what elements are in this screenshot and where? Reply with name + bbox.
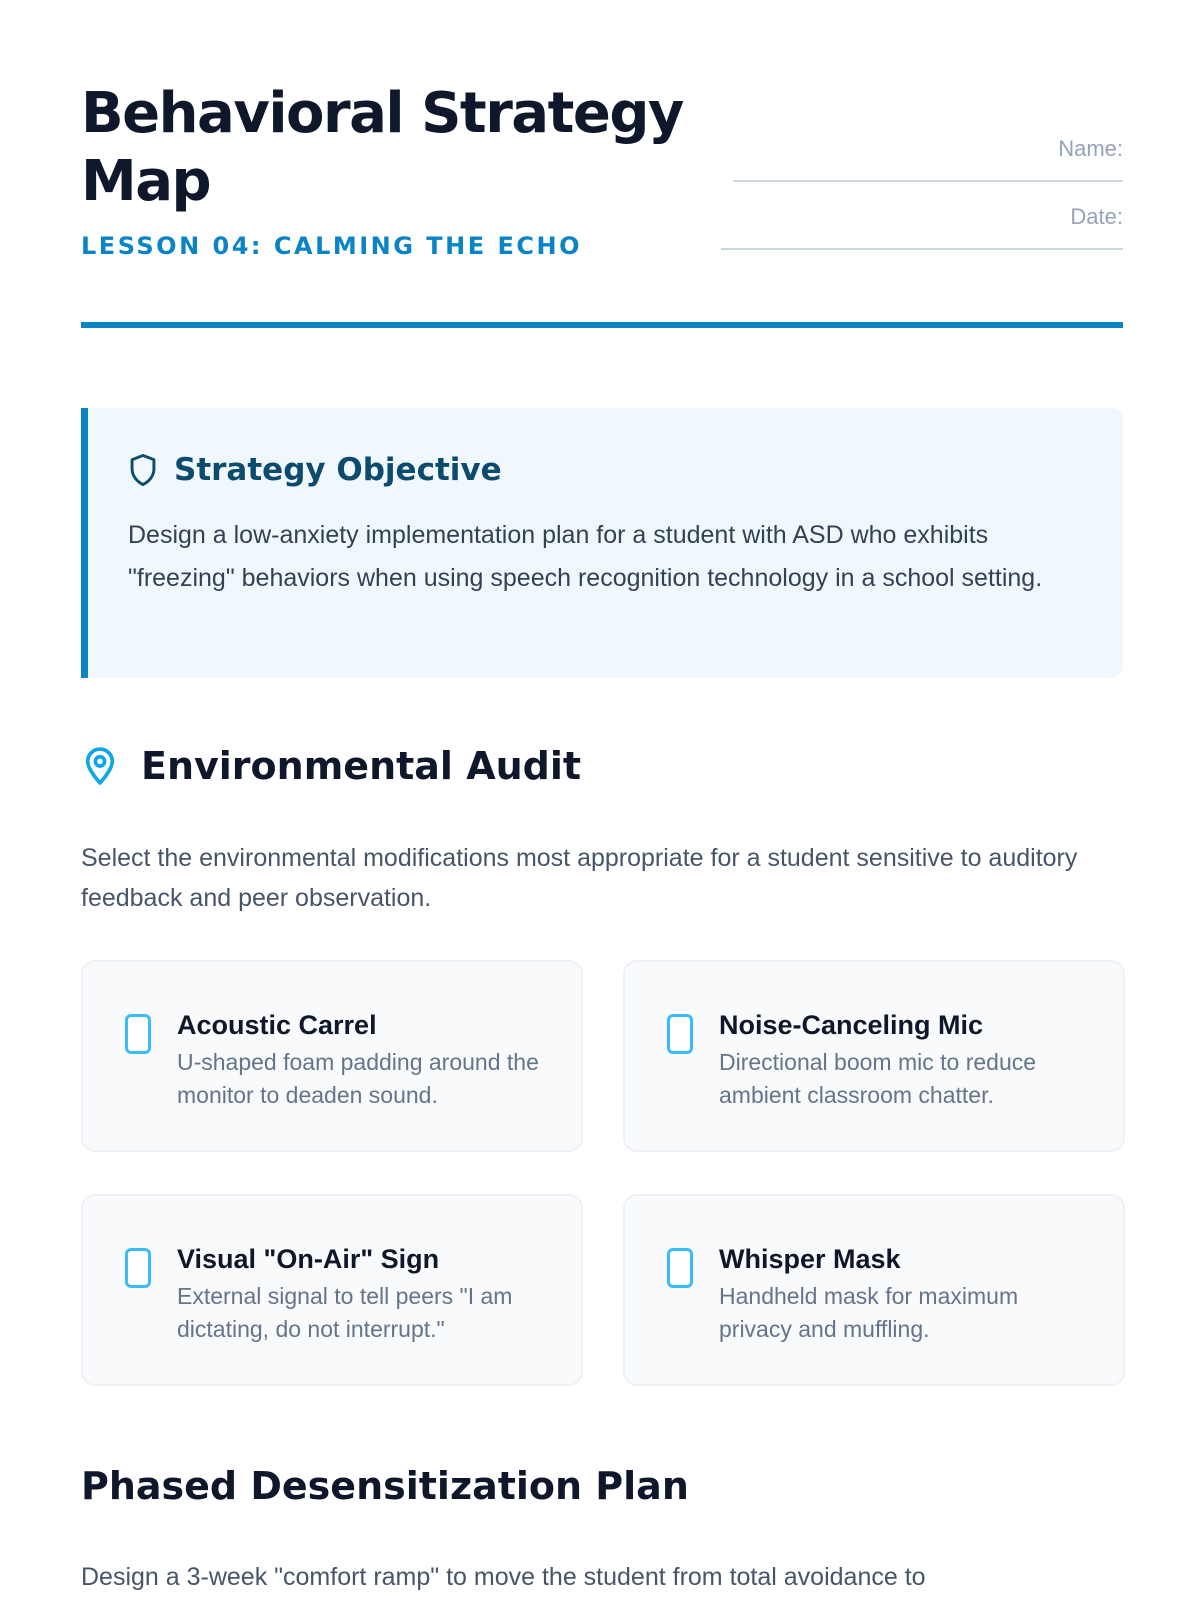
header-divider <box>81 322 1123 328</box>
desensitization-plan-heading <box>81 1464 689 1508</box>
environmental-audit-heading <box>81 744 581 788</box>
objective-title: Strategy Objective <box>174 452 502 488</box>
option-card-acoustic-carrel[interactable] <box>81 960 583 1152</box>
option-card-body <box>177 1242 551 1384</box>
option-card-noise-canceling-mic[interactable] <box>623 960 1125 1152</box>
option-card-on-air-sign[interactable] <box>81 1194 583 1386</box>
shield-icon <box>128 453 158 487</box>
option-checkbox[interactable] <box>125 1014 151 1054</box>
option-checkbox[interactable] <box>667 1014 693 1054</box>
option-description: External signal to tell peers "I am dictating, do not interrupt." <box>177 1283 513 1342</box>
option-description: Handheld mask for maximum privacy and muffling. <box>719 1283 1019 1342</box>
option-card-body <box>719 1008 1093 1150</box>
worksheet-page <box>81 0 1123 1591</box>
name-field[interactable] <box>733 136 1123 182</box>
option-checkbox[interactable] <box>667 1248 693 1288</box>
date-label: Date: <box>1070 204 1123 229</box>
objective-text: Design a low-anxiety implementation plan for a student with ASD who exhibits "freezing" behaviors when using speech recognition technology in a school setting. <box>128 521 1043 592</box>
option-card-body <box>719 1242 1093 1384</box>
option-title: Noise-Canceling Mic <box>719 1010 984 1040</box>
option-card-whisper-mask[interactable] <box>623 1194 1125 1386</box>
lesson-subtitle: LESSON 04: CALMING THE ECHO <box>81 232 583 260</box>
name-blank-line[interactable] <box>733 180 1123 182</box>
option-description: U-shaped foam padding around the monitor to deaden sound. <box>177 1049 539 1108</box>
date-blank-line[interactable] <box>721 248 1123 250</box>
page-title: Behavioral Strategy Map <box>81 81 683 214</box>
option-title: Whisper Mask <box>719 1244 901 1274</box>
objective-heading <box>128 452 1075 488</box>
map-pin-icon <box>81 746 119 786</box>
environmental-audit-description: Select the environmental modifications most appropriate for a student sensitive to auditory feedback and peer observation. <box>81 844 1078 912</box>
date-field[interactable] <box>721 204 1123 250</box>
option-title: Visual "On-Air" Sign <box>177 1244 440 1274</box>
worksheet-header <box>81 0 1123 330</box>
option-title: Acoustic Carrel <box>177 1010 377 1040</box>
name-label: Name: <box>1058 136 1123 161</box>
environmental-audit-title: Environmental Audit <box>141 744 582 788</box>
desensitization-plan-title: Phased Desensitization Plan <box>81 1464 689 1508</box>
option-description: Directional boom mic to reduce ambient classroom chatter. <box>719 1049 1037 1108</box>
option-checkbox[interactable] <box>125 1248 151 1288</box>
strategy-objective-box <box>81 408 1123 678</box>
option-card-body <box>177 1008 551 1150</box>
desensitization-plan-description: Design a 3-week "comfort ramp" to move the student from total avoidance to <box>81 1563 926 1591</box>
